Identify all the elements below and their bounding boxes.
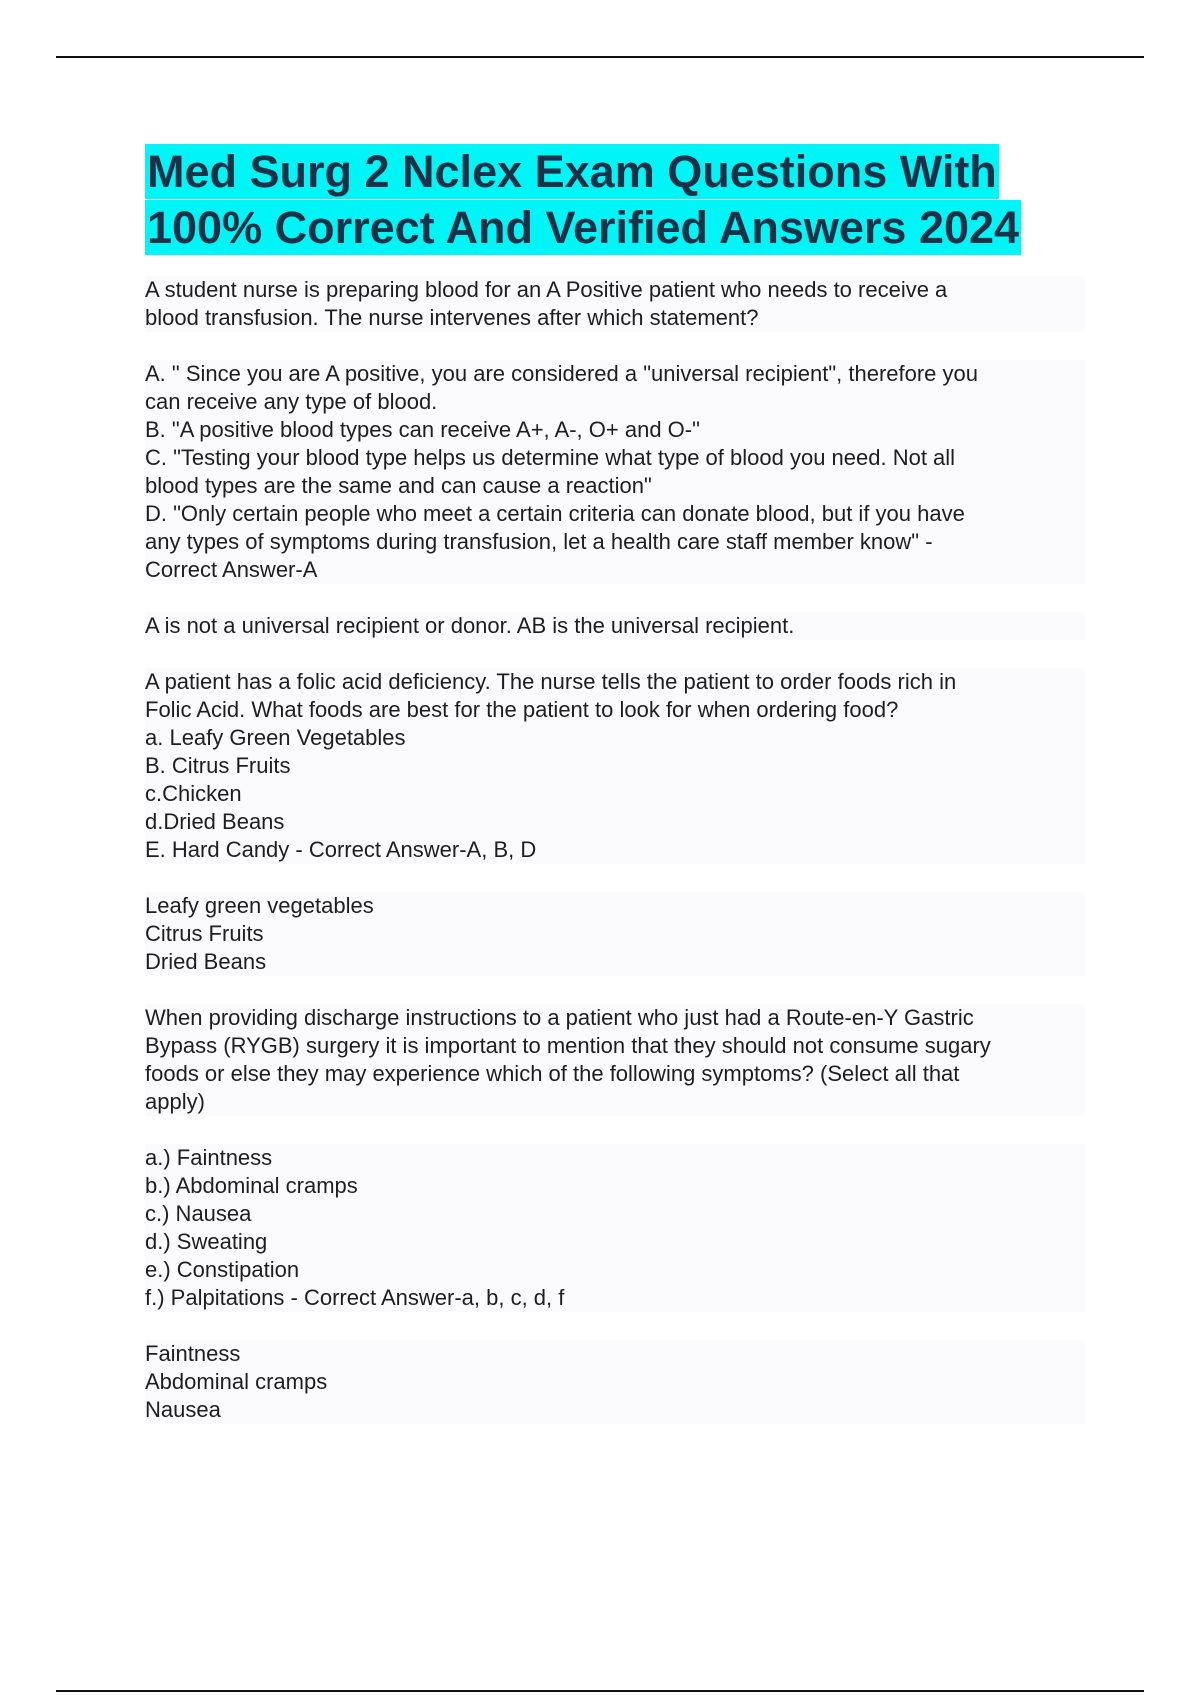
option-line: C. "Testing your blood type helps us determine what type of blood you need. Not all xyxy=(145,444,1085,472)
title-line: 100% Correct And Verified Answers 2024 xyxy=(147,202,1020,253)
rationale-line: Dried Beans xyxy=(145,948,1085,976)
question-3-stem xyxy=(145,1004,1085,1116)
document-body xyxy=(145,144,1085,1424)
question-2-options xyxy=(145,724,1085,864)
rationale-line: Nausea xyxy=(145,1396,1085,1424)
rationale-line: Faintness xyxy=(145,1340,1085,1368)
rationale-line: Leafy green vegetables xyxy=(145,892,1085,920)
text-line: apply) xyxy=(145,1088,1085,1116)
question-1-options xyxy=(145,360,1085,584)
option-line: d.Dried Beans xyxy=(145,808,1085,836)
option-line: D. "Only certain people who meet a certain criteria can donate blood, but if you have xyxy=(145,500,1085,528)
footer-rule xyxy=(56,1690,1144,1692)
rationale-line: Abdominal cramps xyxy=(145,1368,1085,1396)
option-line: c.Chicken xyxy=(145,780,1085,808)
option-line: any types of symptoms during transfusion, let a health care staff member know" - xyxy=(145,528,1085,556)
option-line: c.) Nausea xyxy=(145,1200,1085,1228)
question-3-rationale xyxy=(145,1340,1085,1424)
option-line: A. " Since you are A positive, you are considered a "universal recipient", therefore you xyxy=(145,360,1085,388)
header-rule xyxy=(56,56,1144,58)
question-3 xyxy=(145,1004,1085,1424)
answer-line: E. Hard Candy - Correct Answer-A, B, D xyxy=(145,836,1085,864)
question-2 xyxy=(145,668,1085,976)
option-line: B. "A positive blood types can receive A+, A-, O+ and O-" xyxy=(145,416,1085,444)
option-line: e.) Constipation xyxy=(145,1256,1085,1284)
option-line: blood types are the same and can cause a reaction" xyxy=(145,472,1085,500)
option-line: b.) Abdominal cramps xyxy=(145,1172,1085,1200)
rationale-line: A is not a universal recipient or donor. AB is the universal recipient. xyxy=(145,612,1085,640)
option-line: a. Leafy Green Vegetables xyxy=(145,724,1085,752)
option-line: can receive any type of blood. xyxy=(145,388,1085,416)
text-line: A patient has a folic acid deficiency. The nurse tells the patient to order foods rich in xyxy=(145,668,1085,696)
option-line: a.) Faintness xyxy=(145,1144,1085,1172)
option-line: B. Citrus Fruits xyxy=(145,752,1085,780)
text-line: When providing discharge instructions to a patient who just had a Route-en-Y Gastric xyxy=(145,1004,1085,1032)
question-2-rationale xyxy=(145,892,1085,976)
text-line: blood transfusion. The nurse intervenes after which statement? xyxy=(145,304,1085,332)
question-1 xyxy=(145,276,1085,640)
text-line: Bypass (RYGB) surgery it is important to mention that they should not consume sugary xyxy=(145,1032,1085,1060)
text-line: Folic Acid. What foods are best for the patient to look for when ordering food? xyxy=(145,696,1085,724)
text-line: foods or else they may experience which of the following symptoms? (Select all that xyxy=(145,1060,1085,1088)
title-line: Med Surg 2 Nclex Exam Questions With xyxy=(147,146,997,197)
answer-line: f.) Palpitations - Correct Answer-a, b, c, d, f xyxy=(145,1284,1085,1312)
answer-line: Correct Answer-A xyxy=(145,556,1085,584)
option-line: d.) Sweating xyxy=(145,1228,1085,1256)
question-1-stem xyxy=(145,276,1085,332)
text-line: A student nurse is preparing blood for an A Positive patient who needs to receive a xyxy=(145,276,1085,304)
rationale-line: Citrus Fruits xyxy=(145,920,1085,948)
question-1-rationale xyxy=(145,612,1085,640)
question-3-options xyxy=(145,1144,1085,1312)
question-2-stem xyxy=(145,668,1085,724)
document-title xyxy=(145,144,1085,256)
